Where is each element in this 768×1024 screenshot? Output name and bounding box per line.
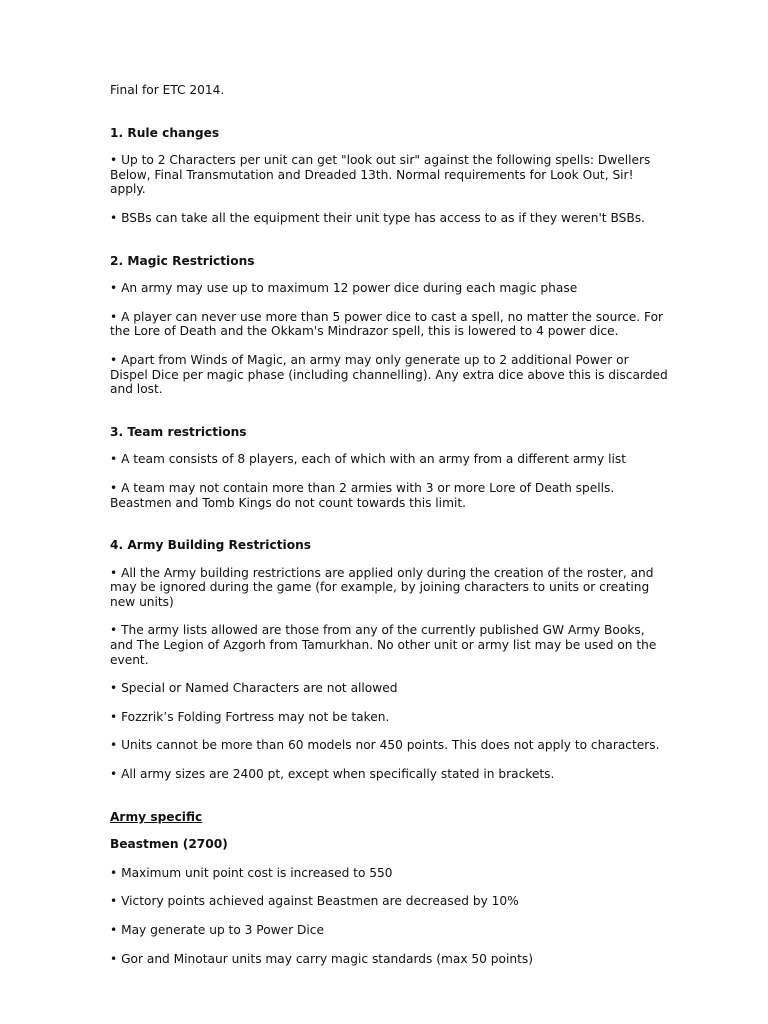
section-heading: 1. Rule changes [110,125,220,140]
section-heading: 4. Army Building Restrictions [110,538,311,553]
section-rule-changes [110,126,670,226]
bullet-item: • All army sizes are 2400 pt, except when specifically stated in brackets. [110,767,555,782]
bullet-item: • A player can never use more than 5 power dice to cast a spell, no matter the source. For the Lore of Death and the Okkam's Mindrazor spell, this is lowered to 4 power dice. [110,309,664,339]
document-intro: Final for ETC 2014. [110,83,225,97]
section-heading: 2. Magic Restrictions [110,253,255,268]
section-army-building-restrictions [110,538,670,782]
bullet-item: • Apart from Winds of Magic, an army may only generate up to 2 additional Power or Dispel Dice per magic phase (including channelling). Any extra dice above this is discarded and lost. [110,352,668,397]
bullet-item: • Maximum unit point cost is increased to 550 [110,865,393,880]
bullet-item: • A team consists of 8 players, each of which with an army from a different army list [110,452,627,467]
document-page [110,83,670,994]
bullet-item: • The army lists allowed are those from any of the currently published GW Army Books, and The Legion of Azgorh from Tamurkhan. No other unit or army list may be used on the event. [110,623,657,667]
section-team-restrictions [110,425,670,510]
section-magic-restrictions [110,254,670,397]
bullet-item: • Units cannot be more than 60 models nor 450 points. This does not apply to characters. [110,738,660,753]
section-heading: 3. Team restrictions [110,424,247,439]
bullet-item: • Gor and Minotaur units may carry magic standards (max 50 points) [110,951,533,966]
section-army-specific [110,810,670,967]
bullet-item: • BSBs can take all the equipment their unit type has access to as if they weren't BSBs. [110,210,645,225]
bullet-item: • A team may not contain more than 2 armies with 3 or more Lore of Death spells. Beastmen and Tomb Kings do not count towards this limit. [110,480,615,510]
army-specific-heading: Army specific [110,809,203,824]
bullet-item: • Up to 2 Characters per unit can get "look out sir" against the following spells: Dwellers Below, Final Transmutation and Dreaded 13th. Normal requirements for Look Out, Sir! apply. [110,153,651,197]
bullet-item: • Fozzrik’s Folding Fortress may not be taken. [110,709,390,724]
bullet-item: • All the Army building restrictions are applied only during the creation of the roster, and may be ignored during the game (for example, by joining characters to units or creating new units) [110,565,654,609]
bullet-item: • May generate up to 3 Power Dice [110,923,324,937]
bullet-item: • Victory points achieved against Beastmen are decreased by 10% [110,894,519,909]
bullet-item: • Special or Named Characters are not allowed [110,681,398,696]
army-subheading-beastmen: Beastmen (2700) [110,837,228,852]
bullet-item: • An army may use up to maximum 12 power dice during each magic phase [110,281,578,296]
